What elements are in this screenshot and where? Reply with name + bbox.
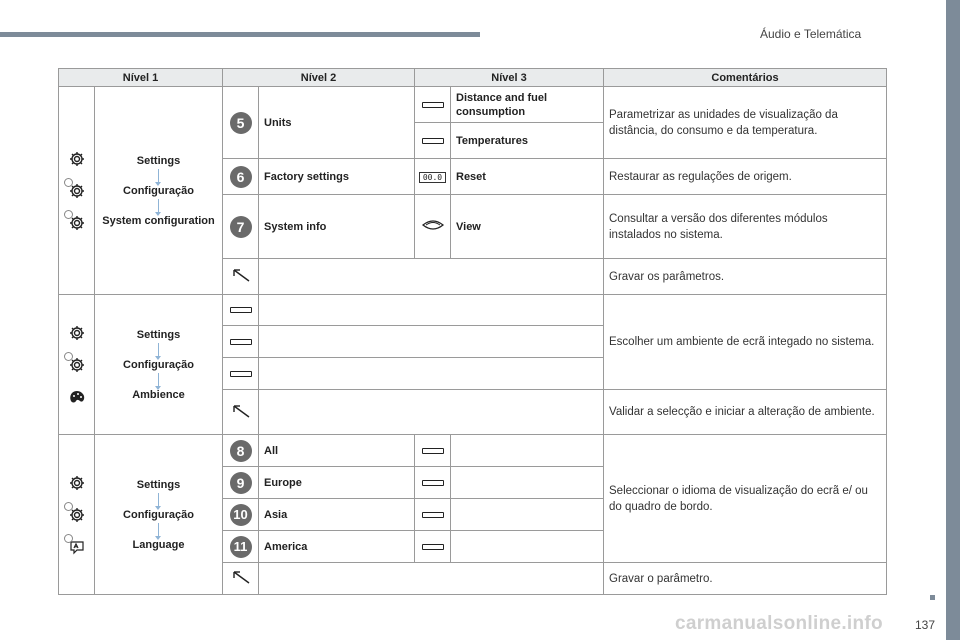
level2-sysinfo: System info: [259, 195, 415, 259]
empty-cell: [451, 499, 604, 531]
step-badge-9: 9: [230, 472, 252, 494]
eye-icon: [422, 222, 444, 234]
menu-label-system: System configuration: [102, 214, 215, 227]
list-option-icon: [230, 307, 252, 313]
col-header-level1: Nível 1: [59, 69, 223, 87]
list-option-icon: [422, 102, 444, 108]
gear-icon: [68, 150, 86, 168]
table-row: [59, 87, 887, 123]
settings-table: [58, 68, 887, 595]
menu-label-language: Language: [132, 538, 185, 551]
list-option-icon: [422, 512, 444, 518]
menu-label-settings: Settings: [136, 154, 181, 167]
empty-cell: [259, 390, 604, 435]
list-option-icon: [422, 448, 444, 454]
page-marker: [930, 595, 935, 600]
col-header-level2: Nível 2: [223, 69, 415, 87]
level2-america: America: [259, 531, 415, 563]
step-badge-8: 8: [230, 440, 252, 462]
arrow-down-icon: [158, 373, 159, 387]
comment-ambience: Escolher um ambiente de ecrã integado no sistema.: [604, 295, 887, 390]
step-badge-10: 10: [230, 504, 252, 526]
back-icon-cell: [223, 563, 259, 595]
list-option-icon: [422, 480, 444, 486]
comment-units: Parametrizar as unidades de visualização da distância, do consumo e da temperatura.: [604, 87, 887, 159]
level3-icon-cell: [415, 195, 451, 259]
badge-cell: [223, 467, 259, 499]
level3-temperatures: Temperatures: [451, 123, 604, 159]
menu-label-configuracao: Configuração: [123, 184, 194, 197]
level3-icon-cell: [415, 159, 451, 195]
level3-distance: Distance and fuel consumption: [451, 87, 604, 123]
menu-label-configuracao: Configuração: [123, 358, 194, 371]
empty-cell: [451, 435, 604, 467]
menu-path-ambience: [95, 295, 223, 435]
level3-reset: Reset: [451, 159, 604, 195]
comment-save-param: Gravar o parâmetro.: [604, 563, 887, 595]
empty-cell: [259, 295, 604, 326]
list-option-icon: [422, 544, 444, 550]
menu-label-configuracao: Configuração: [123, 508, 194, 521]
table-row: [59, 435, 887, 467]
confirm-arrow-icon: [231, 274, 251, 286]
menu-icons-language: [59, 435, 95, 595]
badge-cell: [223, 159, 259, 195]
gear-submenu-icon: [68, 356, 86, 374]
comment-factory: Restaurar as regulações de origem.: [604, 159, 887, 195]
empty-cell: [451, 467, 604, 499]
palette-icon: [68, 388, 86, 406]
gear-icon: [68, 474, 86, 492]
menu-label-ambience: Ambience: [132, 388, 185, 401]
empty-cell: [259, 358, 604, 390]
menu-path-language: [95, 435, 223, 595]
empty-cell: [259, 326, 604, 358]
badge-cell: [223, 195, 259, 259]
empty-cell: [259, 563, 604, 595]
arrow-down-icon: [158, 199, 159, 213]
col-header-level3: Nível 3: [415, 69, 604, 87]
level2-units: Units: [259, 87, 415, 159]
back-icon-cell: [223, 259, 259, 295]
empty-cell: [259, 259, 604, 295]
level3-view: View: [451, 195, 604, 259]
col-header-comments: Comentários: [604, 69, 887, 87]
comment-save-params: Gravar os parâmetros.: [604, 259, 887, 295]
table-header-row: [59, 69, 887, 87]
level3-icon-cell: [415, 467, 451, 499]
watermark: carmanualsonline.info: [675, 613, 883, 634]
level2-all: All: [259, 435, 415, 467]
level3-icon-cell: [415, 435, 451, 467]
step-badge-6: 6: [230, 166, 252, 188]
level2-asia: Asia: [259, 499, 415, 531]
arrow-down-icon: [158, 343, 159, 357]
level3-icon-cell: [415, 123, 451, 159]
list-option-icon: [230, 371, 252, 377]
badge-cell: [223, 435, 259, 467]
step-badge-11: 11: [230, 536, 252, 558]
menu-icons-ambience: [59, 295, 95, 435]
comment-language: Seleccionar o idioma de visualização do ecrã e/ ou do quadro de bordo.: [604, 435, 887, 563]
level2-europe: Europe: [259, 467, 415, 499]
gear-icon: [68, 324, 86, 342]
option-icon-cell: [223, 358, 259, 390]
header-bar: [0, 32, 480, 37]
confirm-arrow-icon: [231, 576, 251, 588]
menu-label-settings: Settings: [136, 478, 181, 491]
step-badge-7: 7: [230, 216, 252, 238]
badge-cell: [223, 87, 259, 159]
gear-submenu-icon: [68, 506, 86, 524]
side-bar: [946, 0, 960, 640]
arrow-down-icon: [158, 493, 159, 507]
list-option-icon: [422, 138, 444, 144]
badge-cell: [223, 499, 259, 531]
language-icon: [68, 538, 86, 556]
page-number: 137: [915, 618, 936, 632]
gear-system-icon: [68, 214, 86, 232]
table-row: [59, 295, 887, 326]
confirm-arrow-icon: [231, 410, 251, 422]
level3-icon-cell: [415, 499, 451, 531]
menu-path-system: [95, 87, 223, 295]
arrow-down-icon: [158, 523, 159, 537]
menu-icons-system: [59, 87, 95, 295]
menu-label-settings: Settings: [136, 328, 181, 341]
comment-validate: Validar a selecção e iniciar a alteração de ambiente.: [604, 390, 887, 435]
level3-icon-cell: [415, 531, 451, 563]
comment-sysinfo: Consultar a versão dos diferentes módulos instalados no sistema.: [604, 195, 887, 259]
empty-cell: [451, 531, 604, 563]
level3-icon-cell: [415, 87, 451, 123]
level2-factory: Factory settings: [259, 159, 415, 195]
section-title: Áudio e Telemática: [760, 27, 862, 41]
step-badge-5: 5: [230, 112, 252, 134]
arrow-down-icon: [158, 169, 159, 183]
option-icon-cell: [223, 326, 259, 358]
gear-submenu-icon: [68, 182, 86, 200]
back-icon-cell: [223, 390, 259, 435]
list-option-icon: [230, 339, 252, 345]
reset-counter-icon: 00.0: [419, 172, 446, 183]
option-icon-cell: [223, 295, 259, 326]
badge-cell: [223, 531, 259, 563]
